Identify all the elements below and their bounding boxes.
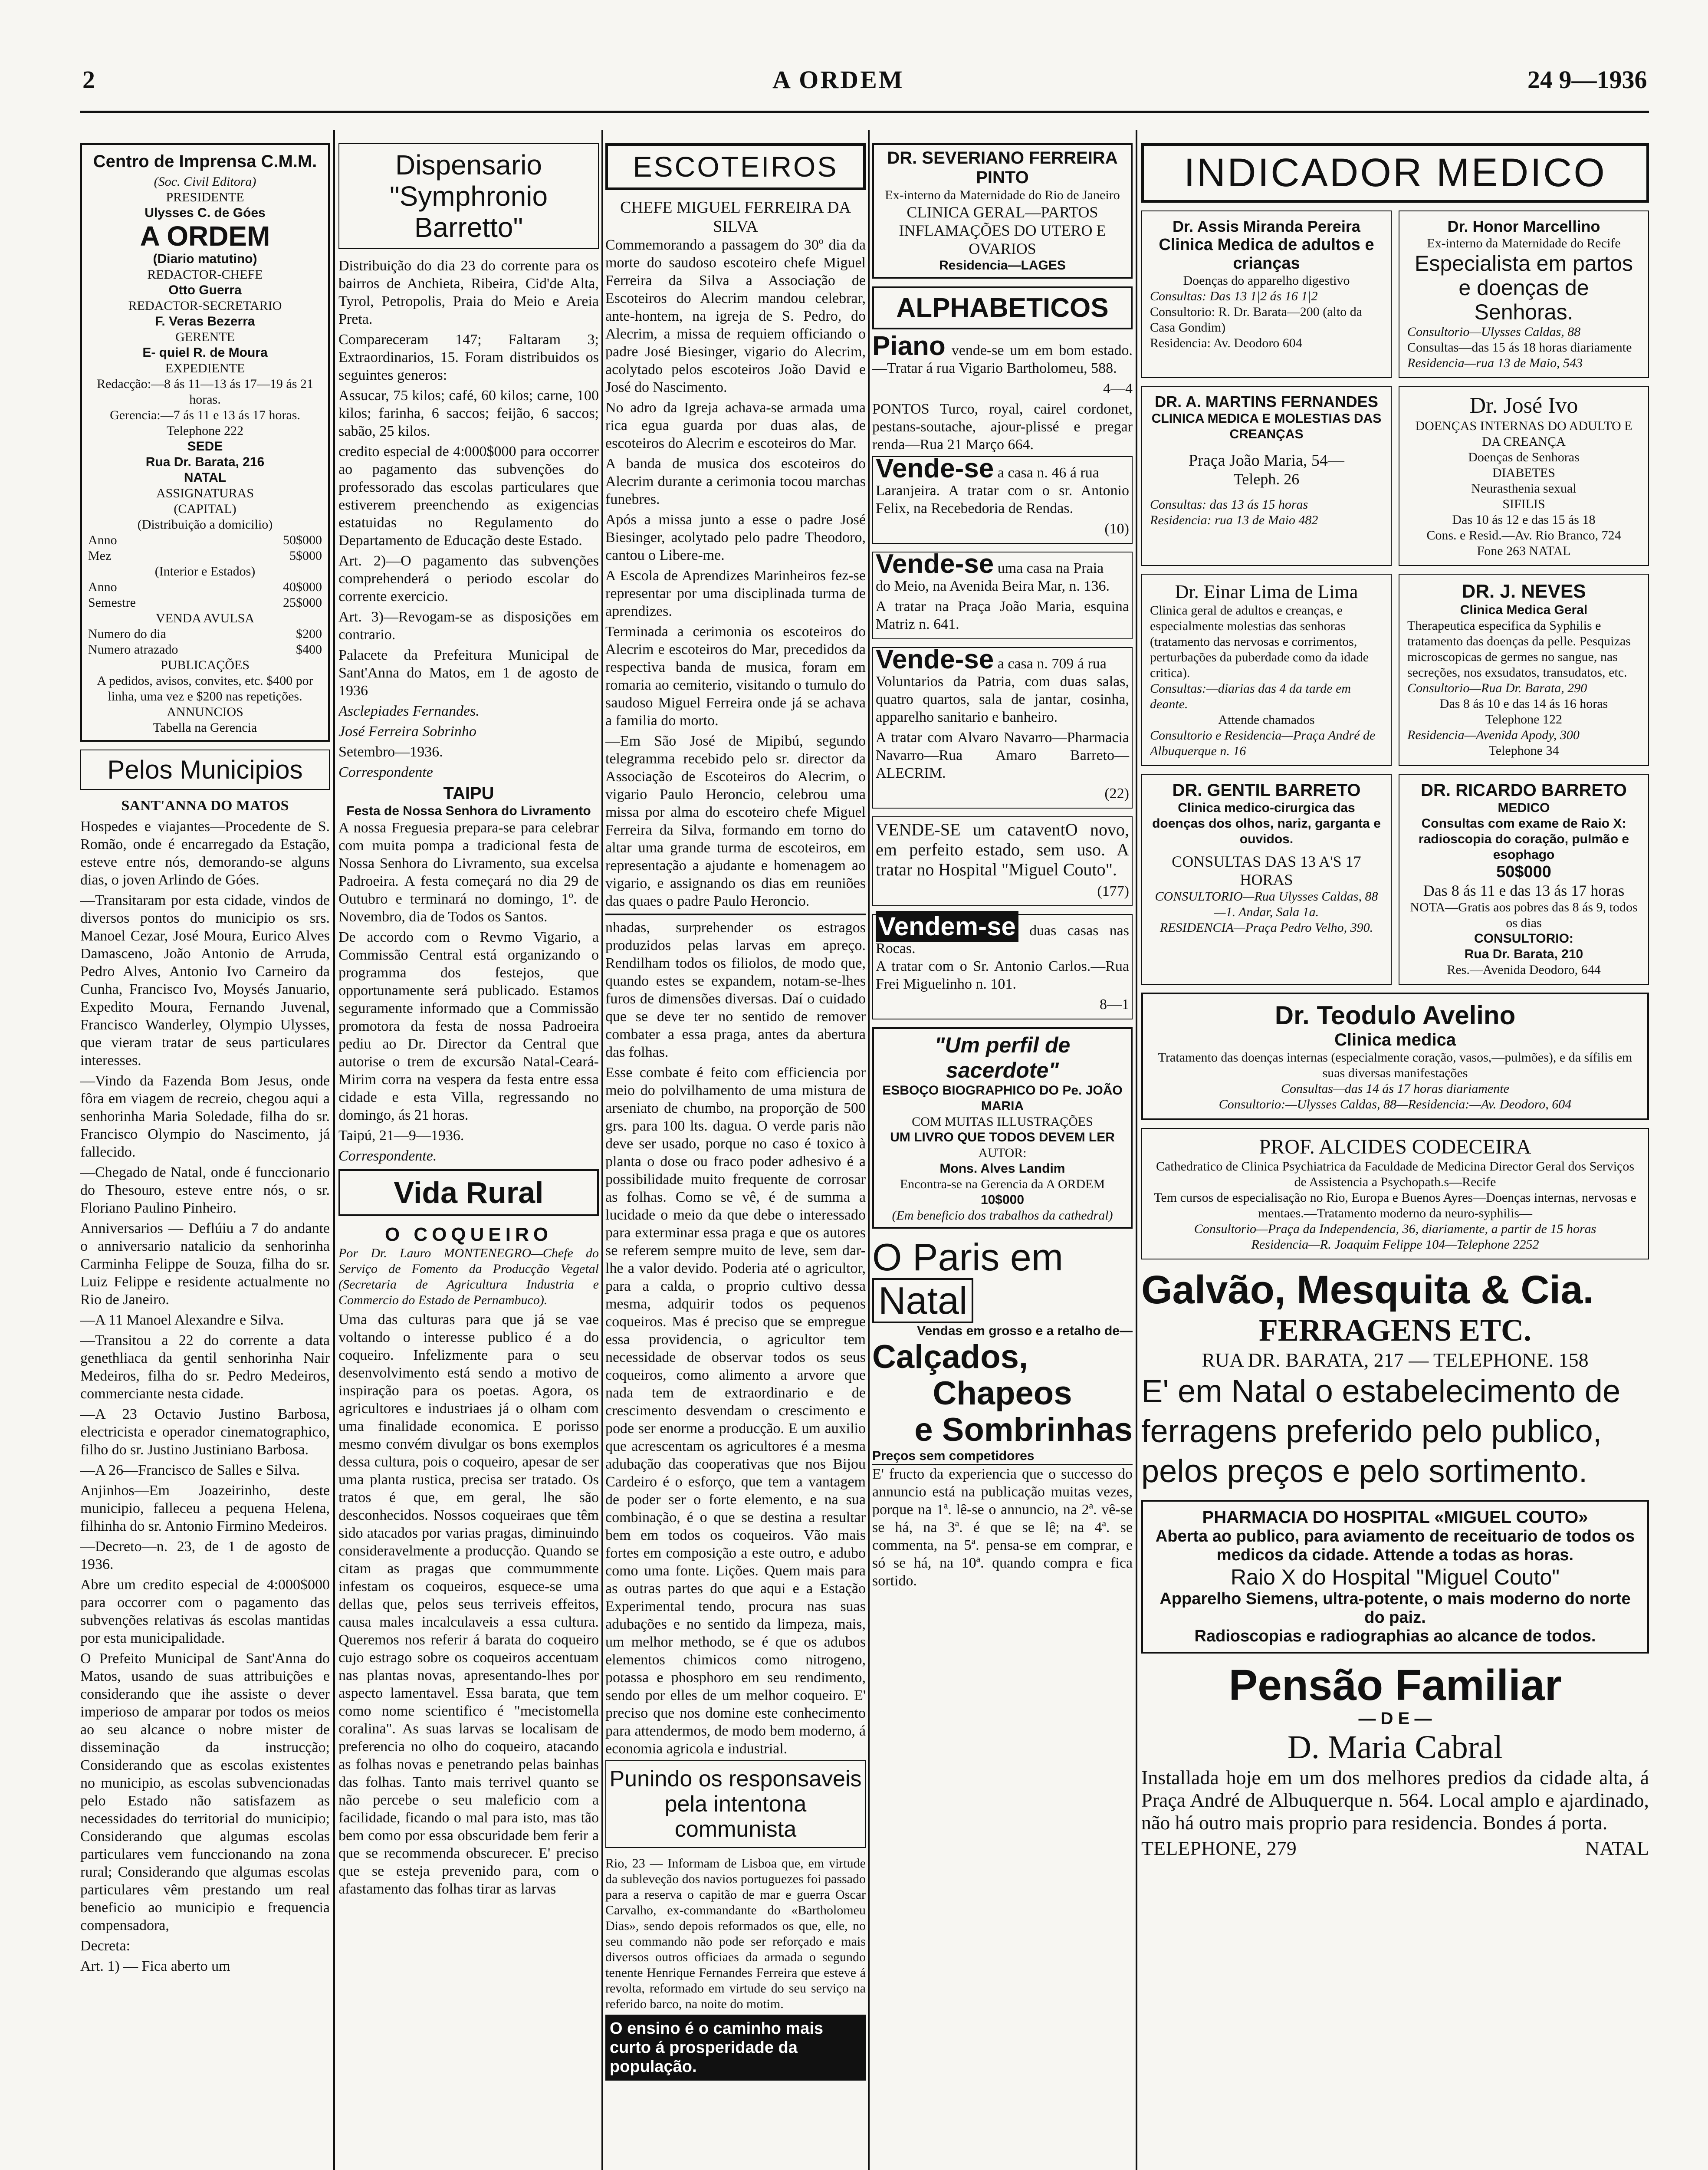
manager: E- quiel R. de Moura (142, 345, 268, 360)
article-para: No adro da Igreja achava-se armada uma rica egua guarda por duas alas, de escoteiros do Alecrim e escoteiros do Mar. (605, 400, 866, 451)
ensino-banner: O ensino é o caminho mais curto á prosperidade da população. (605, 2015, 866, 2081)
vende-ad: Vende-se a casa n. 46 á rua Laranjeira. A tratar com o sr. Antonio Felix, na Recebedoria de Rendas. (10) (872, 456, 1133, 544)
article-para: Após a missa junto a esse o padre José Biesinger, acolytado pelo padre Theodoro, cantou o Libere-me. (605, 512, 866, 563)
doctor-sub: Ex-interno da Maternidade do Rio de Janeiro (885, 188, 1120, 202)
secretary-label: REDACTOR-SECRETARIO (128, 299, 282, 313)
price-row: Mez 5$000 (88, 549, 322, 563)
column-3 (605, 143, 866, 2170)
article-para: Art. 3)—Revogam-se as disposições em contrario. (338, 609, 599, 643)
gentil-ad: DR. GENTIL BARRETO Clinica medico-cirurgica das doenças dos olhos, nariz, garganta e ouvidos. CONSULTAS DAS 13 A'S 17 HORAS CONSULTORIO—Rua Ulysses Caldas, 88—1. Andar, Sala 1a. RESIDENCIA—Praça Pedro Velho, 390. (1141, 774, 1392, 985)
doctor-clinic: CLINICA GERAL—PARTOS INFLAMAÇÕES DO UTERO E OVARIOS (899, 204, 1106, 257)
pelos-title-box (80, 750, 330, 790)
pharmacia-ad: PHARMACIA DO HOSPITAL «MIGUEL COUTO» Aberta ao publico, para aviamento de receituario de todos os medicos da cidade. Attende a todas as horas. Raio X do Hospital "Miguel Couto" Apparelho Siemens, ultra-potente, o mais moderno do norte do paiz. Radioscopias e radiographias ao alcance de todos. (1141, 1500, 1649, 1654)
society: (Soc. Civil Editora) (154, 174, 256, 189)
page-number: 2 (82, 66, 95, 94)
pelos-para: —A 23 Octavio Justino Barbosa, electricista e operador cinematographico, filho do sr. Justino Justiniano Barbosa. (80, 1406, 330, 1458)
column-rule (868, 130, 870, 2170)
alcides-ad: PROF. ALCIDES CODECEIRA Cathedratico de Clinica Psychiatrica da Faculdade de Medicina Director Geral dos Serviços de Assistencia a Psychopath.s—Recife Tem cursos de especialisação no Rio, Europa e Buenos Ayres—Doenças internas, nervosas e mentaes.—Tratamento moderno da neuro-syphilis— Consultorio—Praça da Independencia, 36, diariamente, a partir de 15 horas Residencia—R. Joaquim Felippe 104—Telephone 2252 (1141, 1128, 1649, 1259)
article-para: Rio, 23 — Informam de Lisboa que, em virtude da subleveção dos navios portuguezes foi passado para a reserva o capitão de mar e guerra Oscar Carvalho, ex-commandante do «Bartholomeu Dias», sendo depois reformados os que, elle, no seu commando não pode ser reforçado e mais diversos outros officiaes da armada o segundo tenente Henrique Fernandes Ferreira que esteve á revolta, reformado em virtude do seu serviço na referido barco, na noite do motim. (605, 1856, 866, 2011)
martins-ad: DR. A. MARTINS FERNANDES CLINICA MEDICA E MOLESTIAS DAS CREANÇAS Praça João Maria, 54— Teleph. 26 Consultas: das 13 ás 15 horas Residencia: rua 13 de Maio 482 (1141, 386, 1392, 566)
pelos-para: Anjinhos—Em Joazeirinho, deste municipio, falleceu a pequena Helena, filhinha do sr. Antonio Firmino Medeiros. (80, 1483, 330, 1534)
city: NATAL (184, 470, 227, 485)
article-para: Distribuição do dia 23 do corrente para os bairros de Anchieta, Ribeira, Cid'de Alta, Tyrol, Petropolis, Praia do Meio e Areia Preta. (338, 258, 599, 327)
article-para: Palacete da Prefeitura Municipal de Sant'Anna do Matos, em 1 de agosto de 1936 (338, 647, 599, 699)
column-5 (1141, 143, 1649, 2170)
column-rule (1136, 130, 1137, 2170)
masthead-title: A ORDEM (772, 66, 904, 94)
article-para: Commemorando a passagem do 30º dia da morte do saudoso escoteiro chefe Miguel Ferreira da Silva a Associação de Escoteiros do Alecrim mandou celebrar, ante-hontem, na igreja de S. Pedro, do Alecrim, a missa de requiem officiando o padre José Biesinger, vigario do Alecrim, acolytado pelos escoteiros João David e José do Nascimento. (605, 237, 866, 395)
doctor-row (1141, 210, 1649, 386)
perfil-ad: "Um perfil de sacerdote" ESBOÇO BIOGRAPHICO DO Pe. JOÃO MARIA COM MUITAS ILLUSTRAÇÕES UM LIVRO QUE TODOS DEVEM LER AUTOR: Mons. Alves Landim Encontra-se na Gerencia da A ORDEM 10$000 (Em beneficio dos trabalhos da cathedral) (872, 1027, 1133, 1229)
author-note: Por Dr. Lauro MONTENEGRO—Chefe do Serviço de Fomento da Producção Vegetal (Secretaria de Agricultura Industria e Commercio do Estado de Pernambuco). (338, 1246, 599, 1307)
galvao-ad: Galvão, Mesquita & Cia. FERRAGENS ETC. RUA DR. BARATA, 217 — TELEPHONE. 158 E' em Natal o estabelecimento de ferragens preferido pelo publico, pelos preços e pelo sortimento. (1141, 1268, 1621, 1489)
article-para: Taipú, 21—9—1936. (338, 1128, 464, 1144)
gerencia-hours: Gerencia:—7 ás 11 e 13 ás 17 horas. (110, 408, 300, 422)
ann-label: ANNUNCIOS (167, 705, 243, 719)
signature: Asclepiades Fernandes. (338, 703, 480, 719)
article-para: Art. 2)—O pagamento das subvenções comprehenderá o periodo escolar do corrente exercicio. (338, 553, 599, 605)
pelos-title: Pelos Municipios (107, 755, 303, 784)
pelos-para: —Transitaram por esta cidade, vindos de diversos pontos do municipio os srs. Manoel Cezar, José Moura, Eurico Alves Damasceno, João Antonio de Arruda, Pedro Alves, Antonio Ivo Carneiro da Cunha, Francisco Ivo, Moysés Januario, Expedito Moura, Fernando Juvenal, Francisco Wanderley, Olympio Ulysses, que vieram tratar de seus particulares interesses. (80, 892, 330, 1069)
honor-ad: Dr. Honor Marcellino Ex-interno da Maternidade do Recife Especialista em partos e doenças de Senhoras. Consultorio—Ulysses Caldas, 88 Consultas—das 15 ás 18 horas diariamente Residencia—rua 13 de Maio, 543 (1399, 210, 1649, 378)
einar-ad: Dr. Einar Lima de Lima Clinica geral de adultos e creanças, e especialmente molestias das senhoras (tratamento das nervosas e corrimentos, perturbações da puberdade como da idade critica). Consultas:—diarias das 4 da tarde em deante. Attende chamados Consultorio e Residencia—Praça André de Albuquerque n. 16 (1141, 574, 1392, 766)
correspondent: Correspondente (338, 764, 433, 780)
expedient-label: EXPEDIENTE (165, 361, 245, 375)
indicador-box (1141, 143, 1649, 203)
vende-ad: Vende-se uma casa na Praia do Meio, na Avenida Beira Mar, n. 136. A tratar na Praça João Maria, esquina Matriz n. 641. (872, 552, 1133, 639)
paper-name: A ORDEM (140, 220, 270, 252)
indicador-title: INDICADOR MEDICO (1184, 151, 1606, 195)
punindo-title: Punindo os responsaveis pela intentona communista (609, 1766, 862, 1842)
taipu-sub: Festa de Nossa Senhora do Livramento (346, 804, 591, 818)
header-rule (80, 111, 1649, 113)
distrib-label: (Distribuição a domicilio) (137, 517, 273, 532)
price-row: Semestre 25$000 (88, 595, 322, 610)
pelos-para: —Vindo da Fazenda Bom Jesus, onde fôra em viagem de recreio, chegou aqui a senhorinha Maria Soledade, filha do sr. Francisco Olympio do Nascimento, já fallecido. (80, 1073, 330, 1160)
jose-ivo-ad: Dr. José Ivo DOENÇAS INTERNAS DO ADULTO E DA CREANÇA Doenças de Senhoras DIABETES Neurasthenia sexual SIFILIS Das 10 ás 12 e das 15 ás 18 Cons. e Resid.—Av. Rio Branco, 724 Fone 263 NATAL (1399, 386, 1649, 566)
redacao-hours: Redacção:—8 ás 11—13 ás 17—19 ás 21 horas. (97, 377, 313, 407)
correspondent: Correspondente. (338, 1148, 437, 1164)
interior-label: (Interior e Estados) (154, 564, 256, 579)
ricardo-ad: DR. RICARDO BARRETO MEDICO Consultas com exame de Raio X: radioscopia do coração, pulmão e esophago 50$000 Das 8 ás 11 e das 13 ás 17 horas NOTA—Gratis aos pobres das 8 ás 9, todos os dias CONSULTORIO: Rua Dr. Barata, 210 Res.—Avenida Deodoro, 644 (1399, 774, 1649, 985)
article-para: De accordo com o Revmo Vigario, a Commissão Central está organizando o programma dos festejos, que opportunamente será publicado. Estamos seguramente informado que a Commissão promotora da festa de nossa Padroeira pediu ao Dr. Director da Central que autorise o trem de excursão Natal-Ceará-Mirim corra na vespera da festa entre essa cidade e esta Villa, regressando no domingo, ás 21 horas. (338, 929, 599, 1123)
centro-imprensa-box (80, 143, 330, 742)
dispensario-title: Dispensario "Symphronio Barretto" (389, 149, 548, 243)
vida-rural-title: Vida Rural (394, 1176, 544, 1210)
redactor: Otto Guerra (168, 283, 242, 297)
signature: José Ferreira Sobrinho (338, 723, 476, 740)
article-para: Uma das culturas para que já se vae voltando o interesse publico é a do coqueiro. Infelizmente para o seu desenvolvimento está sendo a motivo de inspiração para os poetas. Agora, os agricultores e industriaes já o olham com uma finalidade economica. E porisso mesmo convém divulgar os bons exemplos dessa cultura, pois o coqueiro, apesar de ser uma planta rustica, precisa ser tratado. Os tratos é que, em geral, lhe são desconhecidos. Nossos coqueiraes que têm sido atacados por varias pragas, diminuindo consideravelmente a producção. Quando se citam as pragas que commummente infestam os coqueiros, esquece-se uma dellas que, pelos seus terriveis effeitos, causa males incalculaveis a essa cultura. Queremos nos referir á barata do coqueiro cujo estrago sobre os coqueiros accentuam nas plantas novas, apresentando-lhes por aspecto lamentavel. Essa barata, que tem como nome scientifico é "mecistomella coralina". As suas larvas se localisam de preferencia no olho do coqueiro, atacando as folhas novas e penetrando pelas bainhas das folhas. Tanto mais terrivel quanto se não percebe o seu maleficio com a facilidade, ficando o mal para isto, mas tão bem como por essa obscuridade bem ferir a que se recommenda obscurecer. E' preciso que se esteja prevenido para, com o afastamento das folhas tirar as larvas (338, 1312, 599, 1897)
column-rule (333, 130, 335, 2170)
article-para: Esse combate é feito com efficiencia por meio do polvilhamento de uma mistura de arseniato de chumbo, na proporção de 500 grs. para 100 lts. dagua. O verde paris não deve ser usado, porque no caso é toxico à planta o dose ou fraco poder adhesivo é a possibilidade muito frequente de corrosar as folhas. Como se vê, é de summa a lucidade o meio da que debe o interessado para exterminar essa praga e que os autores se referem sempre muito de leve, sem dar-lhe a valor devido. Poderia até o agricultor, para a calda, o proprio cultivo dessa mesma, adquirir todos os pequenos coqueiros. Mas é preciso que se empregue essa providencia, o agricultor tem necessidade de observar todos os seus coqueiros, como alimento a arvore que nada tem de extraordinario e de crescimento desvendam o crescimento e pode ser enorme a producção. E um auxilio que acrescentam os agricultores é a mesma adubação das cooperativas que nos Bijou Cardeiro é o esforço, que tem a vantagem de poder ser o forte elemento, e na sua combinação, é o que se destina a resultar bem em todos os coqueiros. Vão mais fortes em composição a este outro, e adubo como uma fonte. Lições. Quem mais para as outras partes do que aqui e a Estação Experimental tendo, procura nas suas adubações e no sentido da limpeza, mais, um melhor methodo, se é que os adubos elementos chimicos como nitrogeno, potassa e phosphoro em seu rendimento, sendo por elles de um melhor coqueiro. E' preciso que nos domine este conhecimento para attendermos, de modo bem moderno, á economia agricola e industrial. (605, 1065, 866, 1757)
pelos-para: Anniversarios — Deflúiu a 7 do andante o anniversario natalicio da senhorinha Carminha Felippe de Souza, filha do sr. Luiz Felippe e residente actualmente no Rio de Janeiro. (80, 1220, 330, 1308)
pelos-para: Hospedes e viajantes—Procedente de S. Romão, onde é encarregado da Estação, esteve entre nós, demorando-se alguns dias, o joven Arlindo de Góes. (80, 819, 330, 888)
vende-ad: VENDE-SE um cataventO novo, em perfeito estado, sem uso. A tratar no Hospital "Miguel Couto". (177) (872, 816, 1133, 906)
centro-title: Centro de Imprensa C.M.M. (93, 152, 317, 171)
classified-ad: PONTOS Turco, royal, cairel cordonet, pestans-soutache, ajour-plissé e pregar renda—Rua 21 Março 664. (872, 401, 1133, 453)
article-para: A banda de musica dos escoteiros do Alecrim durante a cerimonia tocou marchas funebres. (605, 456, 866, 507)
avulsa-label: VENDA AVULSA (156, 611, 254, 625)
pelos-para: —Decreto—n. 23, de 1 de agosto de 1936. (80, 1539, 330, 1572)
address: Rua Dr. Barata, 216 (145, 455, 265, 469)
article-para: A nossa Freguesia prepara-se para celebrar com muita pompa a tradicional festa de Nossa Senhora do Livramento, sua excelsa Padroeira. A festa começará no dia 29 de Outubro e terminará no domingo, 1º. de Novembro, dia de Todos os Santos. (338, 820, 599, 925)
pelos-para: —A 26—Francisco de Salles e Silva. (80, 1462, 300, 1478)
pelos-para: —Transitou a 22 do corrente a data genethliaca da gentil senhorinha Nair Medeiros, filha do sr. Pedro Medeiros, commerciante nesta cidade. (80, 1332, 330, 1402)
pub-text: A pedidos, avisos, convites, etc. $400 por linha, uma vez e $200 nas repetições. (97, 674, 313, 704)
dispensario-box (338, 143, 599, 249)
price-row: Anno 50$000 (88, 533, 322, 547)
pelos-para: Decreta: (80, 1938, 131, 1954)
paper-sub: (Diario matutino) (153, 252, 257, 266)
ann-text: Tabella na Gerencia (153, 720, 257, 735)
president: Ulysses C. de Góes (145, 206, 266, 220)
column-4 (872, 143, 1133, 2170)
pelos-para: Art. 1) — Fica aberto um (80, 1958, 230, 1974)
pub-label: PUBLICAÇÕES (160, 658, 250, 672)
pelos-para: Abre um credito especial de 4:000$000 para occorrer com o pagamento das subvenções relativas ás escolas mantidas por esta municipalidade. (80, 1577, 330, 1646)
column-2 (338, 143, 599, 2170)
doctor-row (1141, 774, 1649, 993)
dateline: Setembro—1936. (338, 744, 443, 760)
sede-label: SEDE (187, 439, 223, 454)
capital-label: (CAPITAL) (174, 502, 236, 516)
pelos-para: O Prefeito Municipal de Sant'Anna do Matos, usando de suas attribuições e considerando que ihe assiste o dever imperioso de amparar por todos os meios ao seu alcance o nobre mister de disseminação da instrucção; Considerando que as escolas existentes no municipio, as escolas subvencionadas pelo Estado não satisfazem as necessidades do territorial do municipio; Considerando que algumas escolas particulares vem funccionando na zona rural; Considerando que algumas escolas particulares vêm prestando um real beneficio ao municipio e frequencia compensadora, (80, 1651, 330, 1933)
escoteiros-sub: CHEFE MIGUEL FERREIRA DA SILVA (620, 198, 851, 236)
article-para: A Escola de Aprendizes Marinheiros fez-se representar por uma disciplinada turma de aprendizes. (605, 568, 866, 619)
column-rule (601, 130, 603, 2170)
president-label: PRESIDENTE (166, 190, 244, 204)
telephone: Telephone 222 (166, 424, 243, 438)
escoteiros-title: ESCOTEIROS (633, 151, 838, 183)
article-para: Compareceram 147; Faltaram 3; Extraordinarios, 15. Foram distribuidos os seguintes generos: (338, 332, 599, 383)
vida-rural-box (338, 1169, 599, 1216)
doctor-res: Residencia—LAGES (939, 258, 1066, 273)
vende-ad: Vende-se a casa n. 709 á rua Voluntarios da Patria, com duas salas, quatro quartos, sala de jantar, cosinha, apparelho sanitario e banheiro. A tratar com Alvaro Navarro—Pharmacia Navarro—Rua Amaro Barreto—ALECRIM. (22) (872, 647, 1133, 809)
alphabeticos-box (872, 286, 1133, 329)
classified-ad: Piano vende-se um em bom estado.—Tratar á rua Vigario Bartholomeu, 588. (872, 331, 1133, 376)
teodulo-ad: Dr. Teodulo Avelino Clinica medica Tratamento das doenças internas (especialmente coração, vasos,—pulmões), e da sífilis em suas diversas manifestações Consultas—das 14 ás 17 horas diariamente Consultorio:—Ulysses Caldas, 88—Residencia:—Av. Deodoro, 604 (1141, 993, 1649, 1120)
escoteiros-box (605, 143, 866, 190)
severiano-ad (872, 143, 1133, 279)
article-para: nhadas, surprehender os estragos produzidos pelas larvas em apreço. Rendilham todos os filiolos, de modo que, quando estes se expandem, notam-se-lhes furos de dimensões diversas. Daí o cuidado que se deve ter no sentido de remover combater a essa praga, antes da abertura das folhas. (605, 920, 866, 1060)
secretary: F. Veras Bezerra (155, 314, 255, 329)
article-para: Terminada a cerimonia os escoteiros do Alecrim e escoteiros do Mar, precedidos da respectiva banda de musica, foram em romaria ao cemiterio, visitando o tumulo do saudoso Miguel Ferreira onde já se achava a familia do morto. (605, 624, 866, 729)
alphabeticos-title: ALPHABETICOS (896, 293, 1109, 323)
neves-ad: DR. J. NEVES Clinica Medica Geral Therapeutica especifica da Syphilis e tratamento das doenças da pelle. Pesquizas microscopicas de germes no sangue, nas secreções, nos exsudatos, transudatos, etc. Consultorio—Rua Dr. Barata, 290 Das 8 ás 10 e das 14 ás 16 horas Telephone 122 Residencia—Avenida Apody, 300 Telephone 34 (1399, 574, 1649, 766)
pelos-para: —Chegado de Natal, onde é funccionario do Thesouro, esteve entre nós, o sr. Floriano Paulino Pinheiro. (80, 1164, 330, 1216)
column-1 (80, 143, 330, 2170)
price-row: Numero do dia $200 (88, 627, 322, 641)
manager-label: GERENTE (175, 330, 235, 344)
paris-ad: O Paris em Natal Vendas em grosso e a retalho de— Calçados, Chapeos e Sombrinhas Preços sem competidores E' fructo da experiencia que o successo do annuncio está na publicação muitas vezes, porque na 1ª. lê-se o annuncio, na 2ª. vê-se se há, na 3ª. é que se lê; na 4ª. se commenta, na 5ª. pensa-se em comprar, e só se há, na 10ª. quando compra e fica sortido. (872, 1236, 1133, 1589)
pelos-para: —A 11 Manoel Alexandre e Silva. (80, 1312, 284, 1328)
assis-ad: Dr. Assis Miranda Pereira Clinica Medica de adultos e crianças Doenças do apparelho digestivo Consultas: Das 13 1|2 ás 16 1|2 Consultorio: R. Dr. Barata—200 (alto da Casa Gondim) Residencia: Av. Deodoro 604 (1141, 210, 1392, 378)
price-row: Numero atrazado $400 (88, 642, 322, 657)
redactor-label: REDACTOR-CHEFE (147, 267, 263, 282)
doctor-row (1141, 574, 1649, 774)
issue-date: 24 9—1936 (1527, 66, 1647, 94)
pensao-ad: Pensão Familiar — D E — D. Maria Cabral Installada hoje em um dos melhores predios da cidade alta, á Praça André de Albuquerque n. 564. Local amplo e ajardinado, não há outro mais proprio para residencia. Bondes á porta. TELEPHONE, 279 NATAL (1141, 1661, 1649, 1859)
article-para: credito especial de 4:000$000 para occorrer ao pagamento das subvenções do professorado das escolas particulares que estiverem preenchendo as exigencias estatuidas no Regulamento do Departamento de Educação deste Estado. (338, 444, 599, 549)
article-para: —Em São José de Mipibú, segundo telegramma recebido pelo sr. director da Associação de Escoteiros do Alecrim, o vigario Paulo Heroncio, celebrou uma missa por alma do escoteiro chefe Miguel Ferreira da Silva, formando em torno do altar uma grande turma de escoteiros, em representação a ajudante e homenagem ao vigario, e assignando os dias em reuniões das quaes o padre Paulo Heroncio. (605, 733, 866, 909)
punindo-box (605, 1760, 866, 1848)
price-row: Anno 40$000 (88, 580, 322, 594)
coqueiro-title: O COQUEIRO (384, 1224, 553, 1245)
taipu-title: TAIPU (443, 784, 494, 803)
vendem-ad: Vendem-se duas casas nas Rocas. A tratar com o Sr. Antonio Carlos.—Rua Frei Miguelinho n. 101. 8—1 (872, 914, 1133, 1019)
doctor-row (1141, 386, 1649, 574)
subs-label: ASSIGNATURAS (156, 486, 254, 500)
pelos-place: SANT'ANNA DO MATOS (121, 798, 289, 814)
divider (605, 914, 866, 915)
doctor-name: DR. SEVERIANO FERREIRA PINTO (887, 148, 1118, 187)
article-para: Assucar, 75 kilos; café, 60 kilos; carne, 100 kilos; farinha, 6 saccos; feijão, 6 saccos; sabão, 25 kilos. (338, 388, 599, 439)
ad-code: 4—4 (1103, 381, 1133, 397)
